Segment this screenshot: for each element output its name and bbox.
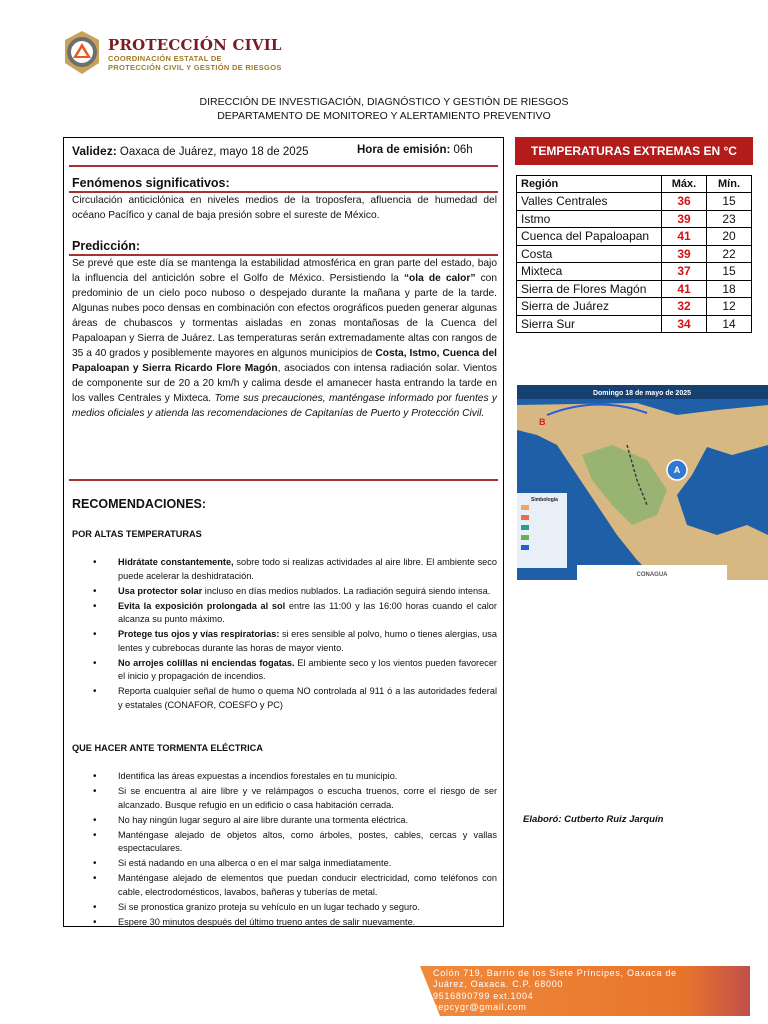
emision-value: 06h bbox=[453, 144, 473, 156]
heat-recommendations-list bbox=[118, 556, 497, 714]
table-row: Sierra de Flores Magón 41 18 bbox=[517, 280, 752, 298]
list-item: • Protege tus ojos y vías respiratorias: si eres sensible al polvo, humo o tienes alergias, usa lentes y cubrebocas durante las horas de mayor viento. bbox=[118, 628, 497, 655]
proteccion-civil-logo-icon bbox=[62, 30, 102, 76]
temperatures-title: TEMPERATURAS EXTREMAS EN °C bbox=[515, 137, 753, 165]
map-legend bbox=[517, 493, 567, 568]
list-item: • Manténgase alejado de elementos que puedan conducir electricidad, como teléfonos con cable, electrodomésticos, lavabos, bañeras y tuberías de metal. bbox=[118, 872, 497, 899]
prediccion-title: Predicción: bbox=[72, 239, 141, 253]
divider bbox=[69, 479, 498, 481]
validez-value: Oaxaca de Juárez, mayo 18 de 2025 bbox=[119, 146, 309, 158]
map-title: Domingo 18 de mayo de 2025 bbox=[592, 390, 692, 397]
author-credit: Elaboró: Cutberto Ruiz Jarquín bbox=[523, 814, 664, 825]
footer-address bbox=[433, 968, 677, 1013]
footer-line-2: Juárez, Oaxaca. C.P. 68000 bbox=[433, 979, 564, 990]
list-item: • Espere 30 minutos después del último trueno antes de salir nuevamente. bbox=[118, 916, 497, 930]
col-region: Región bbox=[517, 176, 662, 193]
fenomenos-text: Circulación anticiclónica en niveles medios de la troposfera, afluencia de humedad del océano Pacífico y canal de baja presión sobre el sureste de México. bbox=[72, 195, 497, 221]
table-row: Sierra de Juárez 32 12 bbox=[517, 298, 752, 316]
footer-phone: 9516890799 ext.1004 bbox=[433, 990, 534, 1001]
table-row: Mixteca 37 15 bbox=[517, 263, 752, 281]
footer-line-1: Colón 719, Barrio de los Siete Príncipes, Oaxaca de bbox=[433, 968, 677, 978]
list-item: • Manténgase alejado de objetos altos, como árboles, postes, cables, cercas y vallas espectaculares. bbox=[118, 829, 497, 856]
list-item: • No arrojes colillas ni enciendas fogatas. El ambiente seco y los vientos pueden favorecer el inicio y propagación de incendios. bbox=[118, 657, 497, 684]
fenomenos-title: Fenómenos significativos: bbox=[72, 176, 230, 190]
validez-label: Validez: bbox=[72, 144, 117, 158]
heat-section-title: POR ALTAS TEMPERATURAS bbox=[72, 529, 202, 539]
weather-map-image bbox=[517, 385, 768, 580]
table-row: Valles Centrales 36 15 bbox=[517, 193, 752, 211]
emision-label: Hora de emisión: bbox=[357, 144, 451, 156]
divider bbox=[69, 165, 498, 167]
department-line-2: DEPARTAMENTO DE MONITOREO Y ALERTAMIENTO PREVENTIVO bbox=[217, 110, 551, 122]
list-item: • Si está nadando en una alberca o en el mar salga inmediatamente. bbox=[118, 857, 497, 871]
map-brand: CONAGUA bbox=[636, 572, 668, 578]
recommendations-title: RECOMENDACIONES: bbox=[72, 497, 207, 511]
list-item: • Si se encuentra al aire libre y ve relámpagos o escucha truenos, corre el riesgo de ser alcanzado. Busque refugio en un edificio o casa habitación cerrada. bbox=[118, 785, 497, 812]
list-item: • Evita la exposición prolongada al sol entre las 11:00 y las 16:00 horas cuando el calor alcanza su punto máximo. bbox=[118, 600, 497, 627]
table-header-row bbox=[517, 176, 752, 193]
storm-recommendations-list bbox=[118, 770, 497, 931]
temperatures-table bbox=[516, 175, 752, 333]
svg-text:B: B bbox=[539, 417, 546, 427]
list-item: • Reporta cualquier señal de humo o quema NO controlada al 911 ó a las autoridades federal y estatales (CONAFOR, COESFO y PC) bbox=[118, 685, 497, 712]
prediccion-text: Se prevé que este día se mantenga la estabilidad atmosférica en gran parte del estado, bajo la influencia del anticiclón sobre el Golfo de México. Persistiendo la “ola de calor” con predominio de un cielo poco nuboso o despejado durante la mañana y parte de la tarde. Algunas nubes poco densas en combinación con efectos orográficos pueden generar algunas áreas de chubascos y tormentas aisladas en zonas montañosas de la Cuenca del Papaloapan y Sierra de Juárez. Las temperaturas serán extremadamente altas con rangos de 35 a 40 grados y posiblemente mayores en algunos municipios de Costa, Istmo, Cuenca del Papaloapan y Sierra Ricardo Flore Magón, asociados con intensa radiación solar. Vientos de componente sur de 20 a 20 km/h y calima desde el amanecer hasta entrando la tarde en los valles Centrales y Mixteca. Tome sus precauciones, manténgase informado por fuentes y medios oficiales y atienda las recomendaciones de Capitanías de Puerto y Protección Civil. bbox=[72, 258, 498, 419]
svg-text:A: A bbox=[673, 465, 681, 475]
list-item: • No hay ningún lugar seguro al aire libre durante una tormenta eléctrica. bbox=[118, 814, 497, 828]
list-item: • Hidrátate constantemente, sobre todo si realizas actividades al aire libre. El ambiente seco puede acelerar la deshidratación. bbox=[118, 556, 497, 583]
footer-email[interactable]: cepcygr@gmail.com bbox=[433, 1001, 527, 1012]
emision-row bbox=[357, 144, 473, 156]
col-min: Mín. bbox=[707, 176, 752, 193]
list-item: • Identifica las áreas expuestas a incendios forestales en tu municipio. bbox=[118, 770, 497, 784]
logo-subtitle-1: COORDINACIÓN ESTATAL DE bbox=[108, 54, 222, 63]
table-row: Istmo 39 23 bbox=[517, 210, 752, 228]
svg-text:Simbología: Simbología bbox=[531, 497, 558, 503]
department-line-1: DIRECCIÓN DE INVESTIGACIÓN, DIAGNÓSTICO Y GESTIÓN DE RIESGOS bbox=[199, 96, 569, 108]
list-item: • Usa protector solar incluso en días medios nublados. La radiación seguirá siendo intensa. bbox=[118, 585, 497, 599]
table-row: Sierra Sur 34 14 bbox=[517, 315, 752, 333]
table-row: Costa 39 22 bbox=[517, 245, 752, 263]
list-item: • Si se pronostica granizo proteja su vehículo en un lugar techado y seguro. bbox=[118, 901, 497, 915]
table-row: Cuenca del Papaloapan 41 20 bbox=[517, 228, 752, 246]
bulletin-box bbox=[63, 137, 504, 927]
col-max: Máx. bbox=[662, 176, 707, 193]
logo-subtitle-2: PROTECCIÓN CIVIL Y GESTIÓN DE RIESGOS bbox=[108, 63, 282, 72]
storm-section-title: QUE HACER ANTE TORMENTA ELÉCTRICA bbox=[72, 743, 263, 753]
logo-title: PROTECCIÓN CIVIL bbox=[108, 36, 282, 54]
